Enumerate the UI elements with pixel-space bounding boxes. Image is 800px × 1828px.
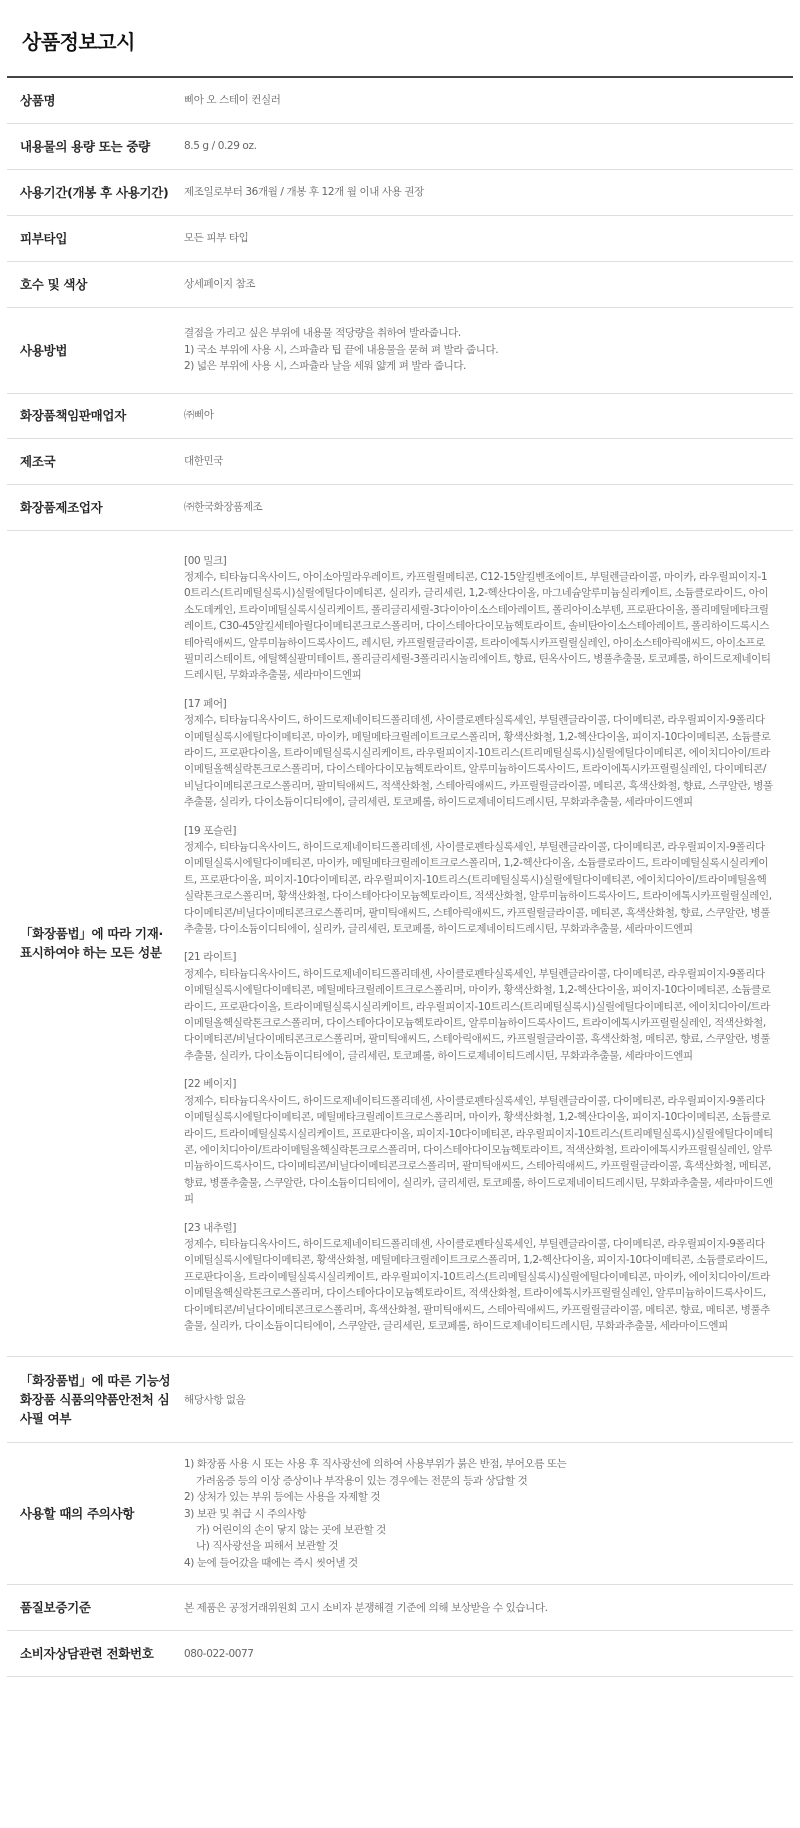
shade-name: [19 포슬린] <box>184 824 237 837</box>
row-value <box>184 530 793 1357</box>
row-value: 080-022-0077 <box>184 1647 254 1660</box>
precaution-line: 4) 눈에 들어갔을 때에는 즉시 씻어낼 것 <box>184 1556 358 1569</box>
row-value: ㈜삐아 <box>184 409 214 422</box>
shade-ingredients-19 <box>184 823 773 938</box>
shade-name: [22 베이지] <box>184 1078 237 1091</box>
row-label: 화장품제조업자 <box>20 499 103 515</box>
row-label: 호수 및 색상 <box>20 276 87 292</box>
row-manufacturer <box>7 484 793 530</box>
row-precautions <box>7 1443 793 1585</box>
row-value: 모든 피부 타입 <box>184 231 249 244</box>
row-country <box>7 438 793 484</box>
row-label: 사용할 때의 주의사항 <box>20 1506 135 1522</box>
row-label: 사용방법 <box>20 342 68 358</box>
shade-name: [21 라이트] <box>184 951 237 964</box>
shade-ingredients-21 <box>184 949 773 1064</box>
row-value: 본 제품은 공정거래위원회 고시 소비자 분쟁해결 기준에 의해 보상받을 수 있습니다. <box>184 1601 548 1614</box>
shade-ingredient-list: 정제수, 티타늄디옥사이드, 아이소아밀라우레이트, 카프릴릴메티콘, C12-15알킬벤조에이트, 부틸렌글라이콜, 마이카, 라우릴피이지-10트리스(트리메틸실록시)실릴에틸다이메티콘, 실리카, 글리세린, 1,2-헥산다이올, 마그네슘알루미늄실리케이트, 소듐클로라이드, 아이소도데케인, 트라이메틸실록시실리케이트, 폴리글리세릴-3다이아이소스테아레이트, 폴리아이소부텐, 프로판다이올, 폴리메틸메타크릴레이트, C30-45알킬세테아릴다이메티콘크로스폴리머, 다이스테아다이모늄헥토라이트, 솔비탄아이소스테아레이트, 폴리하이드록시스테아릭애씨드, 알루미늄하이드록사이드, 레시틴, 카프릴릴글라이콜, 트라이에톡시카프릴릴실레인, 아이소스테아릭애씨드, 아이소프로필미리스테이트, 에틸헥실팔미테이트, 폴리글리세릴-3폴리리시놀리에이트, 향료, 틴옥사이드, 병풀추출물, 토코페롤, 하이드로제네이티드레시틴, 무화과추출물, 세라마이드엔피 <box>184 570 771 682</box>
row-seller <box>7 393 793 438</box>
how-to-use-line: 결점을 가리고 싶은 부위에 내용물 적당량을 취하여 발라줍니다. <box>184 327 461 340</box>
row-label: 「화장품법」에 따라 기재·표시하여야 하는 모든 성분 <box>20 926 163 961</box>
row-shade <box>7 261 793 307</box>
row-label: 소비자상담관련 전화번호 <box>20 1646 154 1662</box>
row-product-name <box>7 77 793 123</box>
shade-ingredients-17 <box>184 696 773 811</box>
shade-ingredients-22 <box>184 1076 773 1207</box>
row-value: 제조일로부터 36개월 / 개봉 후 12개 월 이내 사용 권장 <box>184 185 424 198</box>
row-how-to-use <box>7 307 793 393</box>
how-to-use-line: 2) 넓은 부위에 사용 시, 스파츌라 날을 세워 얇게 펴 발라 줍니다. <box>184 360 466 373</box>
shade-ingredient-list: 정제수, 티타늄디옥사이드, 하이드로제네이티드폴리데센, 사이클로펜타실록세인, 부틸렌글라이콜, 다이메티콘, 라우릴피이지-9폴리다이메틸실록시에틸다이메티콘, 황색산화철, 메틸메타크릴레이트크로스폴리머, 1,2-헥산다이올, 피이지-10다이메티콘, 소듐클로라이드, 프로판다이올, 트라이메틸실록시실리케이트, 라우릴피이지-10트리스(트리메틸실록시)실릴에틸다이메티콘, 마이카, 에이치디아이/트라이메틸올헥실락톤크로스폴리머, 다이스테아다이모늄헥토라이트, 적색산화철, 트라이에톡시카프릴릴실레인, 알루미늄하이드록사이드, 다이메티콘/비닐다이메티콘크로스폴리머, 흑색산화철, 팔미틱애씨드, 스테아릭애씨드, 카프릴릴글라이콜, 메티콘, 향료, 메티콘, 병풀추출물, 실리카, 다이소듐이디티에이, 스쿠알란, 글리세린, 토코페롤, 하이드로제네이티드레시틴, 무화과추출물, 세라마이드엔피 <box>184 1237 771 1332</box>
row-label: 화장품책임판매업자 <box>20 408 126 423</box>
row-label: 「화장품법」에 따른 기능성 화장품 식품의약품안전처 심사필 여부 <box>20 1373 171 1427</box>
precaution-line: 1) 화장품 사용 시 또는 사용 후 직사광선에 의하여 사용부위가 붉은 반점, 부어오름 또는 <box>184 1458 567 1471</box>
shade-ingredient-list: 정제수, 티타늄디옥사이드, 하이드로제네이티드폴리데센, 사이클로펜타실록세인, 부틸렌글라이콜, 다이메티콘, 라우릴피이지-9폴리다이메틸실록시에틸다이메티콘, 마이카, 메틸메타크릴레이트크로스폴리머, 황색산화철, 1,2-헥산다이올, 피이지-10다이메티콘, 소듐클로라이드, 프로판다이올, 트라이메틸실록시실리케이트, 라우릴피이지-10트리스(트리메틸실록시)실릴에틸다이메티콘, 에이치디아이/트라이메틸올헥실락톤크로스폴리머, 다이스테아다이모늄헥토라이트, 알루미늄하이드록사이드, 트라이에톡시카프릴릴실레인, 다이메티콘/비닐다이메티콘크로스폴리머, 팔미틱애씨드, 적색산화철, 스테아릭애씨드, 카프릴릴글라이콜, 메티콘, 흑색산화철, 향료, 스쿠알란, 병풀추출물, 실리카, 다이소듐이디티에이, 글리세린, 토코페롤, 하이드로제네이티드레시틴, 무화과추출물, 세라마이드엔피 <box>184 714 773 809</box>
shade-ingredients-23 <box>184 1220 773 1335</box>
row-label: 상품명 <box>20 92 56 108</box>
row-value: 8.5 g / 0.29 oz. <box>184 139 257 152</box>
how-to-use-line: 1) 국소 부위에 사용 시, 스파츌라 팁 끝에 내용물을 묻혀 펴 발라 줍니다. <box>184 343 499 356</box>
shade-name: [00 밀크] <box>184 554 227 567</box>
shade-ingredient-list: 정제수, 티타늄디옥사이드, 하이드로제네이티드폴리데센, 사이클로펜타실록세인, 부틸렌글라이콜, 다이메티콘, 라우릴피이지-9폴리다이메틸실록시에틸다이메티콘, 마이카, 메틸메타크릴레이트크로스폴리머, 1,2-헥산다이올, 소듐클로라이드, 트라이메틸실록시실리케이트, 프로판다이올, 피이지-10다이메티콘, 라우릴피이지-10트리스(트리메틸실록시)실릴에틸다이메티콘, 에이치디아이/트라이메틸올헥실락톤크로스폴리머, 황색산화철, 다이스테아다이모늄헥토라이트, 적색산화철, 알루미늄하이드록사이드, 트라이에톡시카프릴릴실레인, 다이메티콘/비닐다이메티콘크로스폴리머, 팔미틱애씨드, 스테아릭애씨드, 카프릴릴글라이콜, 메티콘, 흑색산화철, 향료, 스쿠알란, 병풀추출물, 다이소듐이디티에이, 실리카, 글리세린, 토코페롤, 하이드로제네이티드레시틴, 무화과추출물, 세라마이드엔피 <box>184 841 772 936</box>
precaution-line: 가려움증 등의 이상 증상이나 부작용이 있는 경우에는 전문의 등과 상담할 것 <box>196 1474 528 1487</box>
precaution-line: 나) 직사광선을 피해서 보관할 것 <box>196 1540 339 1553</box>
row-ingredients <box>7 530 793 1357</box>
precaution-line: 3) 보관 및 취급 시 주의사항 <box>184 1507 307 1520</box>
row-value: 대한민국 <box>184 454 223 467</box>
row-value: ㈜한국화장품제조 <box>184 500 263 513</box>
shade-ingredients-00 <box>184 553 773 684</box>
row-value: 해당사항 없음 <box>184 1393 246 1406</box>
row-value: 삐아 오 스테이 컨실러 <box>184 94 281 107</box>
page-title: 상품정보고시 <box>22 30 135 54</box>
row-label: 제조국 <box>20 453 56 469</box>
shade-name: [17 페어] <box>184 697 227 710</box>
product-info-table <box>7 76 793 1677</box>
shade-name: [23 내추럴] <box>184 1221 237 1234</box>
row-label: 품질보증기준 <box>20 1600 91 1616</box>
row-value: 상세페이지 참조 <box>184 277 256 290</box>
row-skin-type <box>7 215 793 261</box>
shade-ingredient-list: 정제수, 티타늄디옥사이드, 하이드로제네이티드폴리데센, 사이클로펜타실록세인, 부틸렌글라이콜, 다이메티콘, 라우릴피이지-9폴리다이메틸실록시에틸다이메티콘, 메틸메타크릴레이트크로스폴리머, 마이카, 황색산화철, 1,2-헥산다이올, 피이지-10다이메티콘, 소듐클로라이드, 프로판다이올, 트라이메틸실록시실리케이트, 라우릴피이지-10트리스(트리메틸실록시)실릴에틸다이메티콘, 에이치디아이/트라이메틸올헥실락톤크로스폴리머, 다이스테아다이모늄헥토라이트, 알루미늄하이드록사이드, 트라이에톡시카프릴릴실레인, 적색산화철, 다이메티콘/비닐다이메티콘크로스폴리머, 팔미틱애씨드, 스테아릭애씨드, 카프릴릴글라이콜, 흑색산화철, 메티콘, 향료, 스쿠알란, 병풀추출물, 실리카, 다이소듐이디티에이, 글리세린, 토코페롤, 하이드로제네이티드레시틴, 무화과추출물, 세라마이드엔피 <box>184 967 771 1062</box>
row-warranty <box>7 1585 793 1631</box>
row-contact <box>7 1631 793 1677</box>
row-volume <box>7 123 793 169</box>
row-label: 사용기간(개봉 후 사용기간) <box>20 184 169 200</box>
row-value <box>184 1443 793 1585</box>
shade-ingredient-list: 정제수, 티타늄디옥사이드, 하이드로제네이티드폴리데센, 사이클로펜타실록세인, 부틸렌글라이콜, 다이메티콘, 라우릴피이지-9폴리다이메틸실록시에틸다이메티콘, 메틸메타크릴레이트크로스폴리머, 마이카, 황색산화철, 1,2-헥산다이올, 피이지-10다이메티콘, 소듐클로라이드, 트라이메틸실록시실리케이트, 프로판다이올, 피이지-10다이메티콘, 라우릴피이지-10트리스(트리메틸실록시)실릴에틸다이메티콘, 에이치디아이/트라이메틸올헥실락톤크로스폴리머, 다이스테아다이모늄헥토라이트, 적색산화철, 트라이에톡시카프릴릴실레인, 알루미늄하이드록사이드, 다이메티콘/비닐다이메티콘크로스폴리머, 팔미틱애씨드, 스테아릭애씨드, 카프릴릴글라이콜, 흑색산화철, 메티콘, 향료, 병풀추출물, 스쿠알란, 다이소듐이디티에이, 실리카, 글리세린, 토코페롤, 하이드로제네이티드레시틴, 무화과추출물, 세라마이드엔피 <box>184 1094 773 1206</box>
row-value <box>184 307 793 393</box>
row-label: 피부타입 <box>20 230 68 246</box>
precaution-line: 2) 상처가 있는 부위 등에는 사용을 자제할 것 <box>184 1491 381 1504</box>
row-functional-review <box>7 1357 793 1443</box>
precaution-line: 가) 어린이의 손이 닿지 않는 곳에 보관할 것 <box>196 1524 386 1537</box>
row-label: 내용물의 용량 또는 중량 <box>20 138 150 154</box>
row-usage-period <box>7 169 793 215</box>
